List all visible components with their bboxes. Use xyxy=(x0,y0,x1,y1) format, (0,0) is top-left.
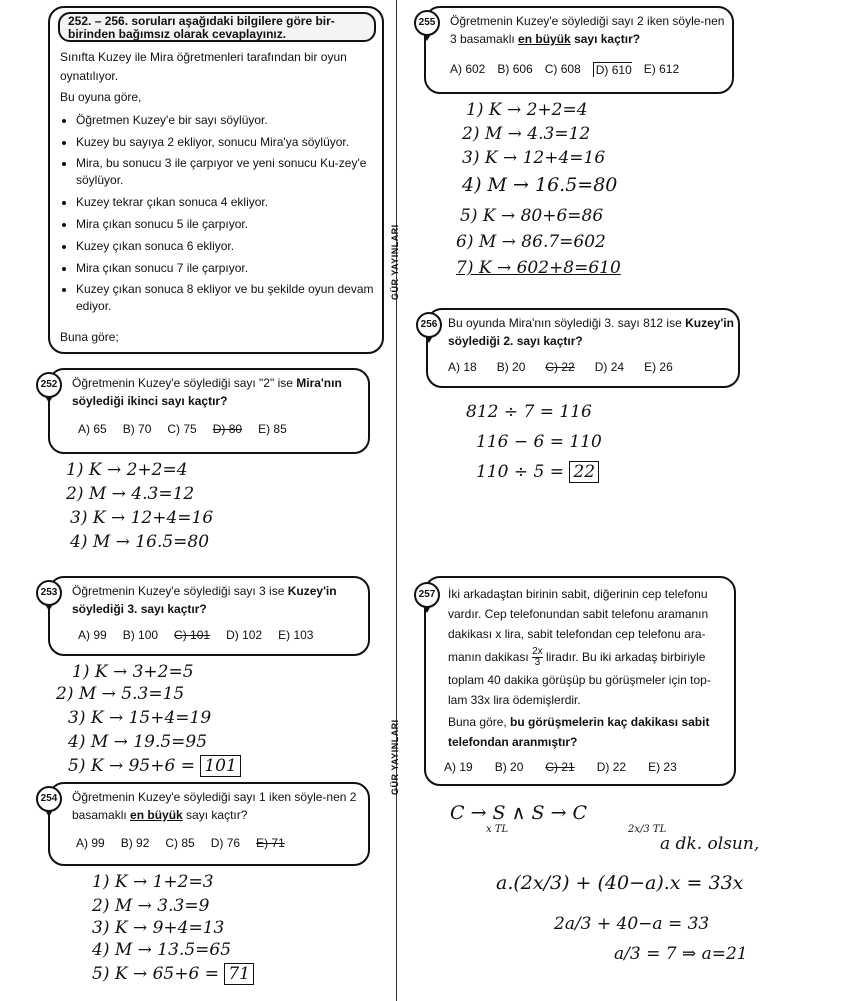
option-c[interactable]: C) 21 xyxy=(545,760,575,774)
option-c[interactable]: C) 75 xyxy=(167,422,197,436)
question-text-part: Öğretmenin Kuzey'e söylediği sayı 3 ise xyxy=(72,584,288,598)
question-text-part: manın dakikası xyxy=(448,650,529,664)
option-d[interactable]: D) 22 xyxy=(596,760,627,774)
option-b[interactable]: B) 100 xyxy=(122,628,159,642)
work-line: 7) K → 602+8=610 xyxy=(456,258,621,278)
work-line: 6) M → 86.7=602 xyxy=(456,232,606,252)
question-253 xyxy=(40,576,370,656)
rule-item: • Kuzey tekrar çıkan sonuca 4 ekliyor. xyxy=(76,191,381,213)
option-e[interactable]: E) 85 xyxy=(258,422,287,436)
work-line: 1) K → 3+2=5 xyxy=(72,662,194,682)
option-c[interactable]: C) 85 xyxy=(165,836,195,850)
question-number-badge: 255 xyxy=(414,10,440,36)
work-line: 3) K → 12+4=16 xyxy=(70,508,214,528)
question-number-badge: 253 xyxy=(36,580,62,606)
answer-options xyxy=(448,360,689,374)
work-line: C → S ∧ S → C xyxy=(450,802,588,824)
question-text-part: Bu oyunda Mira'nın söylediği 3. sayı 812 ise xyxy=(448,316,686,330)
work-line: 116 − 6 = 110 xyxy=(476,432,602,452)
question-text-underlined: en büyük xyxy=(518,32,571,46)
question-number-badge: 254 xyxy=(36,786,62,812)
rule-item: • Öğretmen Kuzey'e bir sayı söylüyor. xyxy=(76,109,381,131)
work-note: 2x/3 TL xyxy=(628,824,667,835)
work-line: 2a/3 + 40−a = 33 xyxy=(554,914,710,934)
question-number-badge: 257 xyxy=(414,582,440,608)
option-e[interactable]: E) 71 xyxy=(256,836,285,850)
option-a[interactable]: A) 602 xyxy=(450,62,486,76)
question-line: vardır. Cep telefonundan sabit telefonu aramanın xyxy=(448,607,709,621)
answer-options xyxy=(76,836,301,850)
option-b[interactable]: B) 20 xyxy=(494,760,524,774)
question-number-badge: 256 xyxy=(416,312,442,338)
work-line: 1) K → 2+2=4 xyxy=(66,460,188,480)
question-257 xyxy=(418,576,736,786)
fraction-2x-over-3 xyxy=(532,647,543,668)
work-line: 4) M → 16.5=80 xyxy=(70,532,210,552)
option-c[interactable]: C) 22 xyxy=(545,360,575,374)
option-c[interactable]: C) 101 xyxy=(174,628,211,642)
rule-item: • Mira çıkan sonucu 7 ile çarpıyor. xyxy=(76,257,381,279)
rule-item: • Kuzey çıkan sonuca 6 ekliyor. xyxy=(76,235,381,257)
work-line: 812 ÷ 7 = 116 xyxy=(466,402,592,422)
work-line: 2) M → 4.3=12 xyxy=(66,484,195,504)
work-line: 2) M → 3.3=9 xyxy=(92,896,210,916)
work-line: 1) K → 2+2=4 xyxy=(466,100,588,120)
work-line xyxy=(92,964,254,984)
question-text-part: liradır. Bu iki arkadaş birbiriyle xyxy=(545,650,706,664)
question-text-emphasis: Kuzey'in söylediği 2. sayı kaçtır? xyxy=(448,316,734,348)
option-d[interactable]: D) 610 xyxy=(593,62,632,77)
option-a[interactable]: A) 19 xyxy=(444,760,473,774)
question-text-part: sayı kaçtır? xyxy=(182,808,248,822)
answer-options xyxy=(450,62,695,77)
work-expression: 5) K → 95+6 = xyxy=(68,756,195,776)
work-line: 4) M → 13.5=65 xyxy=(92,940,232,960)
question-text-part: Öğretmenin Kuzey'e söylediği sayı "2" ise xyxy=(72,376,297,390)
question-text-part: Buna göre, xyxy=(448,715,511,729)
work-line: 1) K → 1+2=3 xyxy=(92,872,214,892)
work-note: x TL xyxy=(486,824,509,835)
question-text-emphasis: Kuzey'in söylediği 3. sayı kaçtır? xyxy=(72,584,337,616)
option-d[interactable]: D) 80 xyxy=(212,422,243,436)
publisher-label-top: GÜR YAYINLARI xyxy=(390,224,400,300)
column-divider xyxy=(396,0,397,1001)
option-a[interactable]: A) 99 xyxy=(78,628,107,642)
work-line: a/3 = 7 ⇒ a=21 xyxy=(614,944,748,964)
question-254 xyxy=(40,782,370,866)
option-c[interactable]: C) 608 xyxy=(544,62,581,76)
option-b[interactable]: B) 606 xyxy=(497,62,533,76)
option-a[interactable]: A) 65 xyxy=(78,422,107,436)
boxed-answer: 101 xyxy=(200,755,240,777)
fraction-denominator: 3 xyxy=(534,657,541,669)
option-e[interactable]: E) 612 xyxy=(643,62,680,76)
question-text xyxy=(72,788,362,824)
question-252 xyxy=(40,368,370,454)
rules-list xyxy=(60,109,381,317)
question-text-underlined: en büyük xyxy=(130,808,183,822)
intro-footer: Buna göre; xyxy=(60,330,119,344)
question-line: İki arkadaştan birinin sabit, diğerinin cep telefonu xyxy=(448,587,708,601)
question-text xyxy=(448,584,730,752)
question-text xyxy=(450,12,728,48)
intro-panel xyxy=(48,6,384,354)
question-text-part: Öğretmenin Kuzey'e söylediği sayı 1 iken söyle-nen 2 basamaklı xyxy=(72,790,357,822)
question-line: lam 33x lira ödemişlerdir. xyxy=(448,693,581,707)
work-line: 2) M → 5.3=15 xyxy=(56,684,185,704)
option-d[interactable]: D) 24 xyxy=(594,360,625,374)
work-line: 5) K → 80+6=86 xyxy=(460,206,604,226)
intro-lead: Bu oyuna göre, xyxy=(60,90,142,104)
option-b[interactable]: B) 92 xyxy=(120,836,150,850)
work-line: a.(2x/3) + (40−a).x = 33x xyxy=(496,872,744,894)
option-b[interactable]: B) 70 xyxy=(122,422,152,436)
option-e[interactable]: E) 26 xyxy=(644,360,673,374)
work-expression: 5) K → 65+6 = xyxy=(92,964,219,984)
work-line: 2) M → 4.3=12 xyxy=(462,124,591,144)
intro-heading: 252. – 256. soruları aşağıdaki bilgilere göre bir-birinden bağımsız olarak cevaplayınız. xyxy=(58,12,376,42)
publisher-label-bottom: GÜR YAYINLARI xyxy=(390,719,400,795)
question-text-emphasis: Mira'nın söylediği ikinci sayı kaçtır? xyxy=(72,376,342,408)
fraction-numerator: 2x xyxy=(532,646,543,658)
option-b[interactable]: B) 20 xyxy=(496,360,526,374)
question-number-badge: 252 xyxy=(36,372,62,398)
work-note: a dk. olsun, xyxy=(660,834,760,854)
question-line: toplam 40 dakika görüşüp bu görüşmeler için top- xyxy=(448,673,711,687)
boxed-answer: 22 xyxy=(569,461,599,483)
boxed-answer: 71 xyxy=(224,963,254,985)
option-e[interactable]: E) 103 xyxy=(278,628,314,642)
work-line xyxy=(476,462,599,482)
question-text-part: sayı kaçtır? xyxy=(570,32,641,46)
rule-item: • Mira, bu sonucu 3 ile çarpıyor ve yeni sonucu Ku-zey'e söylüyor. xyxy=(76,153,381,191)
work-line: 3) K → 12+4=16 xyxy=(462,148,606,168)
answer-options xyxy=(78,422,303,436)
question-text xyxy=(72,374,362,410)
rule-item: • Kuzey çıkan sonuca 8 ekliyor ve bu şekilde oyun devam ediyor. xyxy=(76,279,381,317)
option-a[interactable]: A) 99 xyxy=(76,836,105,850)
answer-options xyxy=(444,760,693,774)
work-line xyxy=(68,756,241,776)
question-255 xyxy=(418,6,734,94)
rule-item: • Kuzey bu sayıya 2 ekliyor, sonucu Mira'ya söylüyor. xyxy=(76,131,381,153)
question-256 xyxy=(420,308,740,388)
option-a[interactable]: A) 18 xyxy=(448,360,477,374)
option-d[interactable]: D) 76 xyxy=(210,836,241,850)
question-line xyxy=(448,644,730,670)
work-expression: 110 ÷ 5 = xyxy=(476,462,564,482)
question-text-emphasis: bu görüşmelerin kaç dakikası sabit telefondan aranmıştır? xyxy=(448,715,710,749)
work-line: 4) M → 19.5=95 xyxy=(68,732,208,752)
question-text xyxy=(448,314,734,350)
work-line: 4) M → 16.5=80 xyxy=(462,174,618,196)
option-d[interactable]: D) 102 xyxy=(226,628,263,642)
question-text-part: Öğretmenin Kuzey'e söylediği sayı 2 iken söyle-nen 3 basamaklı xyxy=(450,14,725,46)
question-text xyxy=(72,582,362,618)
work-line: 3) K → 15+4=19 xyxy=(68,708,212,728)
rule-item: • Mira çıkan sonucu 5 ile çarpıyor. xyxy=(76,213,381,235)
answer-options xyxy=(78,628,329,642)
intro-paragraph: Sınıfta Kuzey ile Mira öğretmenleri tarafından bir oyun oynatılıyor. xyxy=(60,50,347,83)
question-line xyxy=(448,712,730,752)
option-e[interactable]: E) 23 xyxy=(648,760,677,774)
question-line: dakikası x lira, sabit telefondan cep telefonu ara- xyxy=(448,627,706,641)
work-line: 3) K → 9+4=13 xyxy=(92,918,225,938)
